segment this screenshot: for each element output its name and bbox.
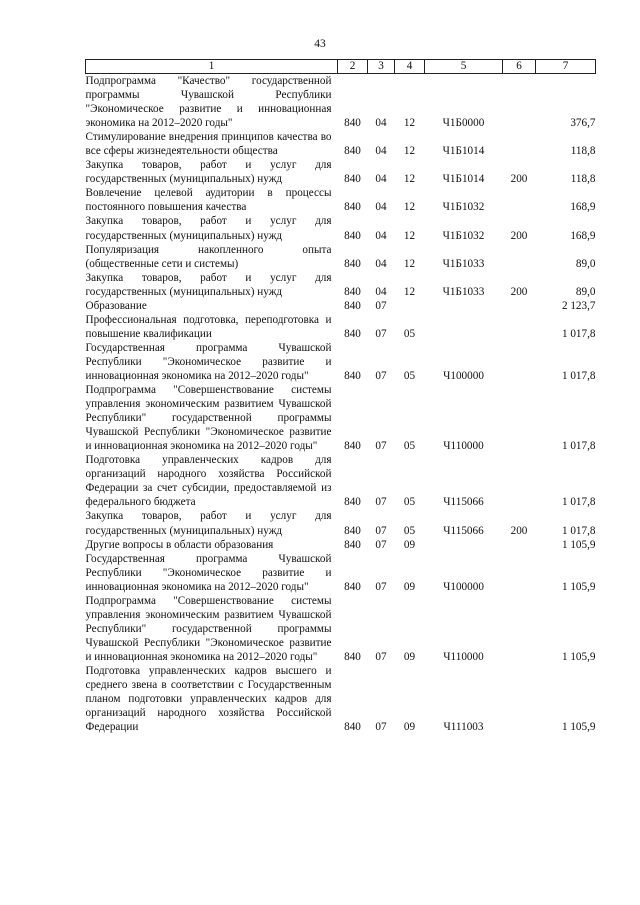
section-code: 07 bbox=[375, 369, 387, 382]
row-name: Стимулирование внедрения принципов качества во все сферы жизнедеятельности общества bbox=[85, 131, 332, 158]
table-row bbox=[86, 186, 596, 214]
row-name: Другие вопросы в области образования bbox=[85, 538, 274, 551]
section-code: 07 bbox=[375, 440, 387, 453]
ministry-code: 840 bbox=[344, 496, 361, 509]
subsection-code: 05 bbox=[403, 440, 416, 453]
expense-type-code bbox=[503, 453, 536, 509]
section-code: 07 bbox=[375, 650, 387, 663]
subsection-code: 12 bbox=[403, 285, 416, 298]
target-article-code: Ч1Б1014 bbox=[442, 173, 485, 186]
ministry-code: 840 bbox=[344, 229, 361, 242]
section-code: 07 bbox=[375, 721, 387, 734]
target-article-code: Ч115066 bbox=[443, 496, 484, 509]
expense-type-code bbox=[503, 186, 536, 214]
subsection-code: 09 bbox=[403, 580, 416, 593]
expense-type-code bbox=[503, 664, 536, 734]
table-row bbox=[86, 158, 596, 186]
ministry-code: 840 bbox=[344, 173, 361, 186]
section-code: 07 bbox=[375, 538, 387, 551]
expense-type-code bbox=[503, 341, 536, 383]
ministry-code: 840 bbox=[344, 327, 361, 340]
subsection-code: 05 bbox=[403, 369, 416, 382]
amount: 118,8 bbox=[570, 145, 596, 158]
ministry-code: 840 bbox=[344, 440, 361, 453]
amount: 168,9 bbox=[570, 201, 596, 214]
subsection-code: 12 bbox=[403, 201, 416, 214]
expense-type-code bbox=[503, 74, 536, 131]
amount: 1 105,9 bbox=[561, 721, 596, 734]
row-name: Подготовка управленческих кадров для организаций народного хозяйства Российской Федерации за счет субсидии, предоставляемой из федерального бюджета bbox=[85, 454, 332, 509]
row-name: Закупка товаров, работ и услуг для государственных (муниципальных) нужд bbox=[85, 215, 332, 242]
row-name: Закупка товаров, работ и услуг для государственных (муниципальных) нужд bbox=[85, 159, 332, 186]
target-article-code: Ч1Б1032 bbox=[442, 229, 485, 242]
target-article-code bbox=[425, 299, 503, 313]
row-name: Подготовка управленческих кадров высшего и среднего звена в соответствии с Государственным планом подготовки управленческих кадров для организаций народного хозяйства Российской Федерации bbox=[85, 664, 332, 734]
subsection-code: 09 bbox=[403, 538, 416, 551]
amount: 89,0 bbox=[575, 285, 596, 298]
amount: 376,7 bbox=[570, 117, 596, 130]
expense-type-code bbox=[503, 130, 536, 158]
header-row bbox=[86, 60, 596, 74]
amount: 118,8 bbox=[570, 173, 596, 186]
table-row bbox=[86, 271, 596, 299]
target-article-code: Ч110000 bbox=[443, 440, 484, 453]
expense-type-code bbox=[503, 243, 536, 271]
expense-type-code bbox=[503, 383, 536, 453]
subsection-code: 12 bbox=[403, 173, 416, 186]
target-article-code: Ч1Б1033 bbox=[442, 285, 485, 298]
section-code: 04 bbox=[375, 285, 387, 298]
expense-type-code bbox=[503, 594, 536, 664]
ministry-code: 840 bbox=[344, 257, 361, 270]
table-row bbox=[86, 313, 596, 341]
row-name: Подпрограмма "Совершенствование системы управления экономическим развитием Чувашской Республики" государственной программы Чувашской Республики "Экономическое развитие и инновационная экономика на 2012–2020 годы" bbox=[85, 384, 332, 453]
subsection-code: 05 bbox=[403, 524, 416, 537]
row-name: Образование bbox=[85, 299, 147, 312]
subsection-code: 05 bbox=[403, 496, 416, 509]
target-article-code: Ч110000 bbox=[443, 650, 484, 663]
ministry-code: 840 bbox=[344, 721, 361, 734]
subsection-code: 05 bbox=[403, 327, 416, 340]
expense-type-code: 200 bbox=[510, 173, 528, 186]
ministry-code: 840 bbox=[344, 580, 361, 593]
expense-type-code bbox=[503, 538, 536, 552]
section-code: 07 bbox=[375, 524, 387, 537]
row-name: Вовлечение целевой аудитории в процессы постоянного повышения качества bbox=[85, 187, 332, 214]
expense-type-code bbox=[503, 552, 536, 594]
amount: 1 017,8 bbox=[561, 496, 596, 509]
amount: 89,0 bbox=[575, 257, 596, 270]
amount: 1 105,9 bbox=[561, 538, 596, 551]
table-row bbox=[86, 664, 596, 734]
table-row bbox=[86, 594, 596, 664]
expense-type-code: 200 bbox=[510, 285, 528, 298]
table-row bbox=[86, 341, 596, 383]
amount: 2 123,7 bbox=[561, 299, 596, 312]
column-header: 3 bbox=[368, 60, 395, 74]
row-name: Популяризация накопленного опыта (общественные сети и системы) bbox=[85, 243, 332, 270]
target-article-code: Ч1Б1032 bbox=[442, 201, 485, 214]
amount: 1 017,8 bbox=[561, 524, 596, 537]
section-code: 07 bbox=[375, 327, 387, 340]
budget-table bbox=[85, 59, 596, 734]
section-code: 04 bbox=[375, 173, 387, 186]
target-article-code: Ч1Б1033 bbox=[442, 257, 485, 270]
ministry-code: 840 bbox=[344, 299, 361, 312]
table-row bbox=[86, 453, 596, 509]
subsection-code: 09 bbox=[403, 650, 416, 663]
target-article-code: Ч1Б0000 bbox=[442, 117, 485, 130]
table-row bbox=[86, 552, 596, 594]
section-code: 04 bbox=[375, 201, 387, 214]
amount: 1 017,8 bbox=[561, 327, 596, 340]
section-code: 04 bbox=[375, 117, 387, 130]
row-name: Закупка товаров, работ и услуг для государственных (муниципальных) нужд bbox=[85, 271, 332, 298]
column-header: 5 bbox=[425, 60, 503, 74]
subsection-code: 12 bbox=[403, 117, 416, 130]
section-code: 07 bbox=[375, 580, 387, 593]
column-header: 2 bbox=[338, 60, 368, 74]
ministry-code: 840 bbox=[344, 285, 361, 298]
expense-type-code: 200 bbox=[510, 229, 528, 242]
column-header: 6 bbox=[503, 60, 536, 74]
table-row bbox=[86, 299, 596, 313]
ministry-code: 840 bbox=[344, 201, 361, 214]
ministry-code: 840 bbox=[344, 524, 361, 537]
section-code: 04 bbox=[375, 229, 387, 242]
row-name: Закупка товаров, работ и услуг для государственных (муниципальных) нужд bbox=[85, 510, 332, 537]
ministry-code: 840 bbox=[344, 117, 361, 130]
table-row bbox=[86, 74, 596, 131]
table-row bbox=[86, 538, 596, 552]
target-article-code bbox=[425, 538, 503, 552]
ministry-code: 840 bbox=[344, 538, 361, 551]
page-number: 43 bbox=[314, 38, 326, 50]
target-article-code: Ч111003 bbox=[443, 721, 484, 734]
row-name: Государственная программа Чувашской Республики "Экономическое развитие и инновационная экономика на 2012–2020 годы" bbox=[85, 341, 332, 382]
column-header: 1 bbox=[86, 60, 338, 74]
subsection-code bbox=[395, 299, 425, 313]
expense-type-code: 200 bbox=[510, 524, 528, 537]
table-body bbox=[86, 74, 596, 735]
table-row bbox=[86, 509, 596, 537]
expense-type-code bbox=[503, 313, 536, 341]
subsection-code: 12 bbox=[403, 257, 416, 270]
target-article-code bbox=[425, 313, 503, 341]
table-row bbox=[86, 383, 596, 453]
ministry-code: 840 bbox=[344, 650, 361, 663]
section-code: 04 bbox=[375, 257, 387, 270]
target-article-code: Ч115066 bbox=[443, 524, 484, 537]
target-article-code: Ч100000 bbox=[443, 580, 484, 593]
amount: 1 017,8 bbox=[561, 440, 596, 453]
subsection-code: 09 bbox=[403, 721, 416, 734]
ministry-code: 840 bbox=[344, 369, 361, 382]
subsection-code: 12 bbox=[403, 229, 416, 242]
ministry-code: 840 bbox=[344, 145, 361, 158]
row-name: Государственная программа Чувашской Республики "Экономическое развитие и инновационная экономика на 2012–2020 годы" bbox=[85, 552, 332, 593]
amount: 1 017,8 bbox=[561, 369, 596, 382]
subsection-code: 12 bbox=[403, 145, 416, 158]
column-header: 7 bbox=[536, 60, 596, 74]
table-row bbox=[86, 214, 596, 242]
table-row bbox=[86, 243, 596, 271]
amount: 168,9 bbox=[570, 229, 596, 242]
expense-type-code bbox=[503, 299, 536, 313]
amount: 1 105,9 bbox=[561, 650, 596, 663]
section-code: 07 bbox=[375, 496, 387, 509]
section-code: 04 bbox=[375, 145, 387, 158]
row-name: Подпрограмма "Совершенствование системы управления экономическим развитием Чувашской Республики" государственной программы Чувашской Республики "Экономическое развитие и инновационная экономика на 2012–2020 годы" bbox=[85, 594, 332, 663]
table-row bbox=[86, 130, 596, 158]
row-name: Профессиональная подготовка, переподготовка и повышение квалификации bbox=[85, 313, 332, 340]
amount: 1 105,9 bbox=[561, 580, 596, 593]
row-name: Подпрограмма "Качество" государственной программы Чувашской Республики "Экономическое развитие и инновационная экономика на 2012–2020 годы" bbox=[85, 75, 332, 130]
target-article-code: Ч1Б1014 bbox=[442, 145, 485, 158]
target-article-code: Ч100000 bbox=[443, 369, 484, 382]
column-header: 4 bbox=[395, 60, 425, 74]
section-code: 07 bbox=[375, 299, 387, 312]
